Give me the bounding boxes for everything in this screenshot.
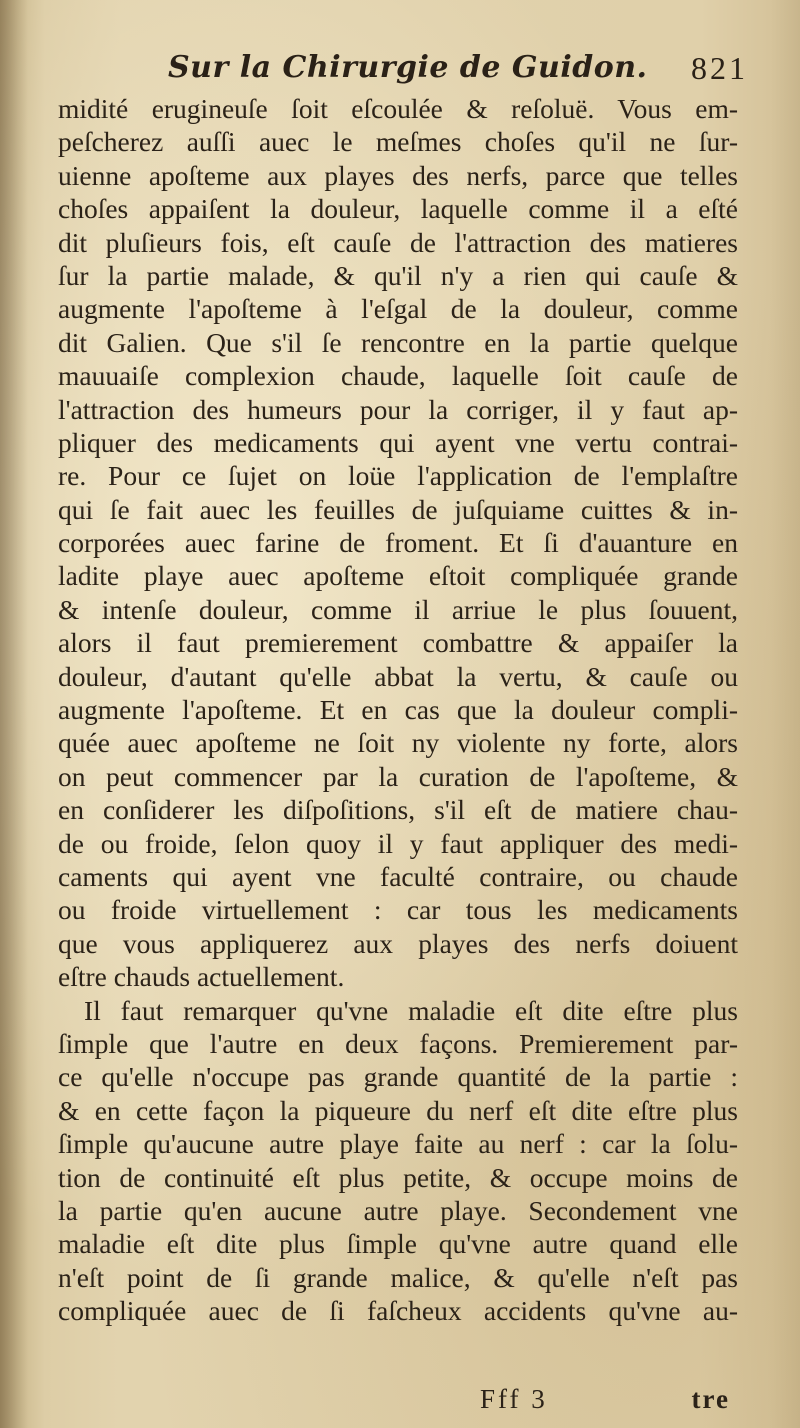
catchword: tre: [691, 1384, 730, 1414]
text-line: maladie eſt dite plus ſimple qu'vne autre quand elle: [58, 1228, 738, 1260]
text-line: mauuaiſe complexion chaude, laquelle ſoit cauſe de: [58, 360, 738, 392]
text-line: dit Galien. Que s'il ſe rencontre en la partie quelque: [58, 326, 738, 358]
text-line: midité erugineuſe ſoit eſcoulée & reſoluë. Vous em-: [58, 93, 738, 124]
text-line: corporées auec farine de froment. Et ſi d'auanture en: [58, 527, 738, 559]
text-line: que vous appliquerez aux playes des nerfs doiuent: [58, 927, 738, 959]
text-line: compliquée auec de ſi faſcheux accidents qu'vne au-: [58, 1295, 738, 1327]
page-header: [168, 50, 748, 96]
text-line: augmente l'apoſteme. Et en cas que la douleur compli-: [58, 694, 738, 726]
text-line: l'attraction des humeurs pour la corriger, il y faut ap-: [58, 393, 738, 425]
text-line: ſimple qu'aucune autre playe faite au nerf : car la ſolu-: [58, 1128, 738, 1160]
text-line: dit pluſieurs fois, eſt cauſe de l'attraction des matieres: [58, 226, 738, 258]
text-line: on peut commencer par la curation de l'apoſteme, &: [58, 760, 738, 792]
text-line: n'eſt point de ſi grande malice, & qu'elle n'eſt pas: [58, 1261, 738, 1293]
text-line: qui ſe fait auec les feuilles de juſquiame cuittes & in-: [58, 493, 738, 525]
text-line: douleur, d'autant qu'elle abbat la vertu, & cauſe ou: [58, 660, 738, 692]
text-line: ou froide virtuellement : car tous les medicaments: [58, 894, 738, 926]
text-line: uienne apoſteme aux playes des nerfs, parce que telles: [58, 159, 738, 191]
text-line: augmente l'apoſteme à l'eſgal de la douleur, comme: [58, 293, 738, 325]
text-line: ce qu'elle n'occupe pas grande quantité de la partie :: [58, 1061, 738, 1093]
page-number: 821: [691, 50, 748, 86]
text-line: de ou froide, ſelon quoy il y faut appliquer des medi-: [58, 827, 738, 859]
paragraph-end-line: eſtre chauds actuellement.: [58, 961, 345, 993]
text-line: ſimple que l'autre en deux façons. Premierement par-: [58, 1027, 738, 1059]
text-line: en conſiderer les diſpoſitions, s'il eſt de matiere chau-: [58, 794, 738, 826]
body-text: [58, 92, 738, 1327]
gutter-shadow: [0, 0, 28, 1428]
text-line: tion de continuité eſt plus petite, & occupe moins de: [58, 1161, 738, 1193]
text-line: alors il faut premierement combattre & appaiſer la: [58, 627, 738, 659]
page-footer: [480, 1384, 730, 1420]
paragraph-start-line: Il faut remarquer qu'vne maladie eſt dite eſtre plus: [84, 994, 738, 1026]
text-line: re. Pour ce ſujet on loüe l'application de l'emplaſtre: [58, 460, 738, 492]
text-line: pliquer des medicaments qui ayent vne vertu contrai-: [58, 426, 738, 458]
text-line: ſur la partie malade, & qu'il n'y a rien qui cauſe &: [58, 259, 738, 291]
text-line: peſcherez auſſi auec le meſmes choſes qu'il ne ſur-: [58, 126, 738, 158]
running-title: Sur la Chirurgie de Guidon.: [168, 50, 648, 85]
text-line: & en cette façon la piqueure du nerf eſt dite eſtre plus: [58, 1094, 738, 1126]
text-line: quée auec apoſteme ne ſoit ny violente ny forte, alors: [58, 727, 738, 759]
text-line: ladite playe auec apoſteme eſtoit compliquée grande: [58, 560, 738, 592]
text-line: choſes appaiſent la douleur, laquelle comme il a eſté: [58, 193, 738, 225]
signature-mark: Fff 3: [480, 1384, 548, 1414]
text-line: & intenſe douleur, comme il arriue le plus ſouuent,: [58, 593, 738, 625]
text-line: la partie qu'en aucune autre playe. Secondement vne: [58, 1194, 738, 1226]
text-line: caments qui ayent vne faculté contraire, ou chaude: [58, 860, 738, 892]
